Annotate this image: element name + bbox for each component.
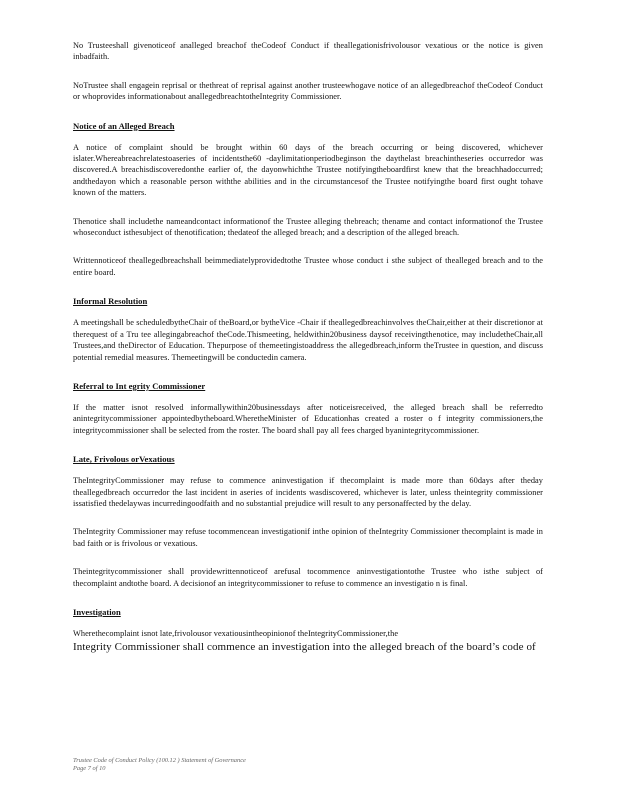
paragraph-refuse-bad-faith: TheIntegrity Commissioner may refuse tocommencean investigationif inthe opinion of theIntegrity Commissioner thecomplaint is made in bad faith or is frivolous or vexatious. [73, 527, 543, 548]
heading-late-frivolous-vexatious: Late, Frivolous orVexatious [73, 454, 175, 465]
paragraph-notice-contents: Thenotice shall includethe nameandcontact informationof the Trustee alleging thebreach; thename and contact informationof the Trustee whoseconduct isthesubject of thenotification; thedateof the alleged breach; and a description of the alleged breach. [73, 216, 543, 238]
paragraph-meeting: A meetingshall be scheduledbytheChair of theBoard,or bytheVice -Chair if theallegedbreachinvolves theChair,either at their discretionor at therequest of a Tru tee allegingabreachof theCode.Thismeeting, heldwithin20business daysof receivingthenotice, may includetheChair,all Trustees,and theDirector of Education. Thepurpose of themeetingistoaddress the allegedbreach,inform theTrustee in question, and discuss potential remedial measures. Themeetingwill be conductedin camera. [73, 318, 543, 362]
paragraph-no-reprisal: NoTrustee shall engagein reprisal or thethreat of reprisal against another trusteewhogave notice of an allegedbreachof theCodeof Conduct or whoprovides informationabout anallegedbreachtotheIntegrity Commissioner. [73, 80, 543, 102]
paragraph-notice-timing: A notice of complaint should be brought within 60 days of the breach occurring or being discovered, whichever islater.Whereabreachrelatestoaseries of incidentsthe60 -daylimitationperiodbeginson the daythelast breachintheseries occurredor was discovered.A breachisdiscoveredonthe earlier of, the dayonwhichthe Trustee notifyingtheboardfirst knew that the breachhadoccurred; andthedayon which a reasonable person withthe abilities and in the circumstancesof the Trustee notifyingthe board first ought tohave known of the matters. [73, 142, 543, 198]
heading-referral-integrity-commissioner: Referral to Int egrity Commissioner [73, 380, 206, 391]
page-footer [73, 757, 246, 773]
paragraph-notice-frivolous: No Trusteeshall givenoticeof analleged breachof theCodeof Conduct if theallegationisfrivolousor vexatious or the notice is given inbadfaith. [73, 41, 543, 62]
footer-page-number: Page 7 of 10 [73, 765, 106, 772]
document-body [73, 40, 543, 654]
heading-notice-of-alleged-breach: Notice of an Alleged Breach [73, 120, 175, 131]
heading-investigation: Investigation [73, 606, 121, 617]
paragraph-refusal-notice: Theintegritycommissioner shall providewrittennoticeof arefusal tocommence aninvestigationtothe Trustee who isthe subject of thecomplaint andtothe board. A decisionof an integritycommissioner to refuse to commence an investigatio n is final. [73, 567, 543, 588]
paragraph-investigation-continued: Integrity Commissioner shall commence an investigation into the alleged breach of the board’s code of [73, 641, 536, 654]
footer-document-title: Trustee Code of Conduct Policy (100.12 ) Statement of Governance [73, 757, 246, 764]
paragraph-investigation: Wherethecomplaint isnot late,frivolousor vexatiousintheopinionof theIntegrityCommissioner,the [73, 628, 399, 638]
paragraph-written-notice: Writtennoticeof theallegedbreachshall beimmediatelyprovidedtothe Trustee whose conduct i sthe subject of thealleged breach and to the entire board. [73, 256, 543, 277]
paragraph-refuse-late: TheIntegrityCommissioner may refuse to commence aninvestigation if thecomplaint is made more than 60days after theday theallegedbreach occurredor the last incident in aseries of incidents wasdiscovered, whichever is later, unless theintegrity commissioner issatisfied thedelaywas incurredingoodfaith and no substantial prejudice will result to any personaffected by the delay. [73, 476, 543, 508]
heading-informal-resolution: Informal Resolution [73, 296, 148, 307]
paragraph-referral: If the matter isnot resolved informallywithin20businessdays after noticeisreceived, the alleged breach shall be referredto anintegritycommissioner appointedbytheboard.WheretheMinister of Educationhas created a roster o f integrity commissioners,the integritycommissioner shall be selected from the roster. The board shall pay all fees charged byanintegritycommissioner. [73, 402, 543, 435]
